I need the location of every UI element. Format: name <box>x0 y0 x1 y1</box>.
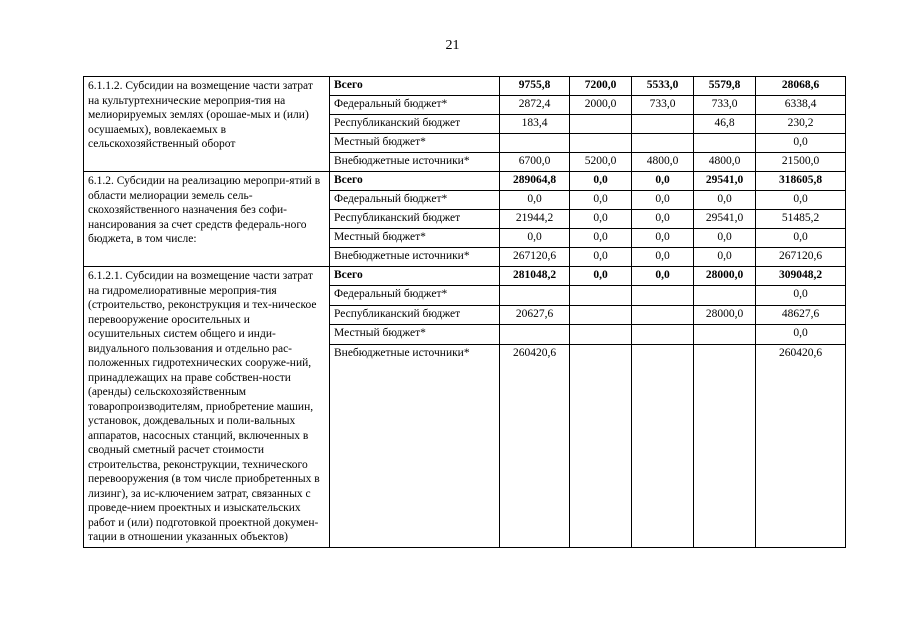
value-cell: 0,0 <box>500 229 570 248</box>
value-cell: 21944,2 <box>500 210 570 229</box>
value-cell: 48627,6 <box>756 305 846 324</box>
funding-source-cell: Всего <box>330 267 500 286</box>
section-description: 6.1.2.1. Субсидии на возмещение части затрат на гидромелиоративные мероприя-тия (строительство, реконструкция и тех-ническое перевооружение оросительных и осушительных систем общего и инди-видуального пользования и отдельно рас-положенных гидротехнических сооруже-ний, принадлежащих на праве собствен-ности (аренды) сельскохозяйственным товаропроизводителям, приобретение машин, установок, дождевальных и поли-вальных аппаратов, насосных станций, включенных в сводный сметный расчет стоимости строительства, реконструкции, технического перевооружения (в том числе приобретенных в лизинг), за ис-ключением затрат, связанных с проведе-нием проектных и изыскательских работ и (или) подготовкой проектной докумен-тации в отношении указанных объектов) <box>84 267 330 548</box>
value-cell: 0,0 <box>756 229 846 248</box>
value-cell: 6700,0 <box>500 153 570 172</box>
value-cell: 29541,0 <box>694 210 756 229</box>
funding-source-cell: Внебюджетные источники* <box>330 344 500 547</box>
value-cell: 0,0 <box>632 191 694 210</box>
table-row <box>84 172 846 191</box>
value-cell: 0,0 <box>632 267 694 286</box>
value-cell: 0,0 <box>632 248 694 267</box>
funding-source-cell: Местный бюджет* <box>330 229 500 248</box>
section-description: 6.1.2. Субсидии на реализацию меропри-ятий в области мелиорации земель сель-скохозяйственного назначения без софи-нансирования за счет средств федераль-ного бюджета, в том числе: <box>84 172 330 267</box>
value-cell: 281048,2 <box>500 267 570 286</box>
funding-source-cell: Внебюджетные источники* <box>330 248 500 267</box>
value-cell: 267120,6 <box>500 248 570 267</box>
value-cell: 4800,0 <box>632 153 694 172</box>
value-cell: 46,8 <box>694 115 756 134</box>
value-cell: 6338,4 <box>756 96 846 115</box>
value-cell <box>570 286 632 305</box>
value-cell <box>500 134 570 153</box>
value-cell: 51485,2 <box>756 210 846 229</box>
value-cell <box>694 286 756 305</box>
value-cell: 0,0 <box>500 191 570 210</box>
value-cell: 28068,6 <box>756 77 846 96</box>
value-cell: 318605,8 <box>756 172 846 191</box>
table-row <box>84 267 846 286</box>
funding-source-cell: Республиканский бюджет <box>330 305 500 324</box>
value-cell <box>632 286 694 305</box>
value-cell: 0,0 <box>632 210 694 229</box>
value-cell: 0,0 <box>570 248 632 267</box>
value-cell: 309048,2 <box>756 267 846 286</box>
value-cell: 260420,6 <box>500 344 570 547</box>
funding-source-cell: Республиканский бюджет <box>330 210 500 229</box>
value-cell: 0,0 <box>694 229 756 248</box>
value-cell: 0,0 <box>756 325 846 344</box>
value-cell: 0,0 <box>694 248 756 267</box>
value-cell <box>570 325 632 344</box>
value-cell: 0,0 <box>632 229 694 248</box>
value-cell <box>694 344 756 547</box>
value-cell <box>632 134 694 153</box>
value-cell <box>632 305 694 324</box>
value-cell <box>500 325 570 344</box>
value-cell <box>570 134 632 153</box>
value-cell: 2872,4 <box>500 96 570 115</box>
value-cell: 28000,0 <box>694 267 756 286</box>
value-cell <box>570 344 632 547</box>
value-cell: 0,0 <box>694 191 756 210</box>
value-cell: 260420,6 <box>756 344 846 547</box>
value-cell: 0,0 <box>632 172 694 191</box>
value-cell: 0,0 <box>570 172 632 191</box>
funding-source-cell: Местный бюджет* <box>330 325 500 344</box>
funding-source-cell: Федеральный бюджет* <box>330 286 500 305</box>
value-cell: 5579,8 <box>694 77 756 96</box>
value-cell <box>632 325 694 344</box>
value-cell: 21500,0 <box>756 153 846 172</box>
value-cell: 4800,0 <box>694 153 756 172</box>
value-cell <box>570 115 632 134</box>
value-cell: 9755,8 <box>500 77 570 96</box>
value-cell: 267120,6 <box>756 248 846 267</box>
value-cell <box>632 344 694 547</box>
funding-source-cell: Федеральный бюджет* <box>330 191 500 210</box>
value-cell: 2000,0 <box>570 96 632 115</box>
value-cell: 29541,0 <box>694 172 756 191</box>
section-description: 6.1.1.2. Субсидии на возмещение части затрат на культуртехнические мероприя-тия на мелиорируемых землях (орошае-мых и (или) осушаемых), вовлекаемых в сельскохозяйственный оборот <box>84 77 330 172</box>
value-cell: 733,0 <box>632 96 694 115</box>
budget-table <box>83 76 846 548</box>
funding-source-cell: Федеральный бюджет* <box>330 96 500 115</box>
value-cell: 0,0 <box>570 191 632 210</box>
value-cell: 5533,0 <box>632 77 694 96</box>
value-cell: 0,0 <box>570 267 632 286</box>
value-cell <box>570 305 632 324</box>
funding-source-cell: Внебюджетные источники* <box>330 153 500 172</box>
value-cell: 0,0 <box>570 210 632 229</box>
funding-source-cell: Всего <box>330 172 500 191</box>
value-cell: 733,0 <box>694 96 756 115</box>
value-cell: 7200,0 <box>570 77 632 96</box>
value-cell: 0,0 <box>756 134 846 153</box>
value-cell <box>694 134 756 153</box>
value-cell: 28000,0 <box>694 305 756 324</box>
table-row <box>84 77 846 96</box>
value-cell: 0,0 <box>756 191 846 210</box>
value-cell <box>500 286 570 305</box>
funding-source-cell: Местный бюджет* <box>330 134 500 153</box>
value-cell: 0,0 <box>756 286 846 305</box>
funding-source-cell: Всего <box>330 77 500 96</box>
value-cell <box>694 325 756 344</box>
value-cell: 230,2 <box>756 115 846 134</box>
value-cell: 20627,6 <box>500 305 570 324</box>
page-number: 21 <box>445 38 460 53</box>
value-cell: 289064,8 <box>500 172 570 191</box>
value-cell: 5200,0 <box>570 153 632 172</box>
funding-source-cell: Республиканский бюджет <box>330 115 500 134</box>
value-cell <box>632 115 694 134</box>
value-cell: 183,4 <box>500 115 570 134</box>
value-cell: 0,0 <box>570 229 632 248</box>
